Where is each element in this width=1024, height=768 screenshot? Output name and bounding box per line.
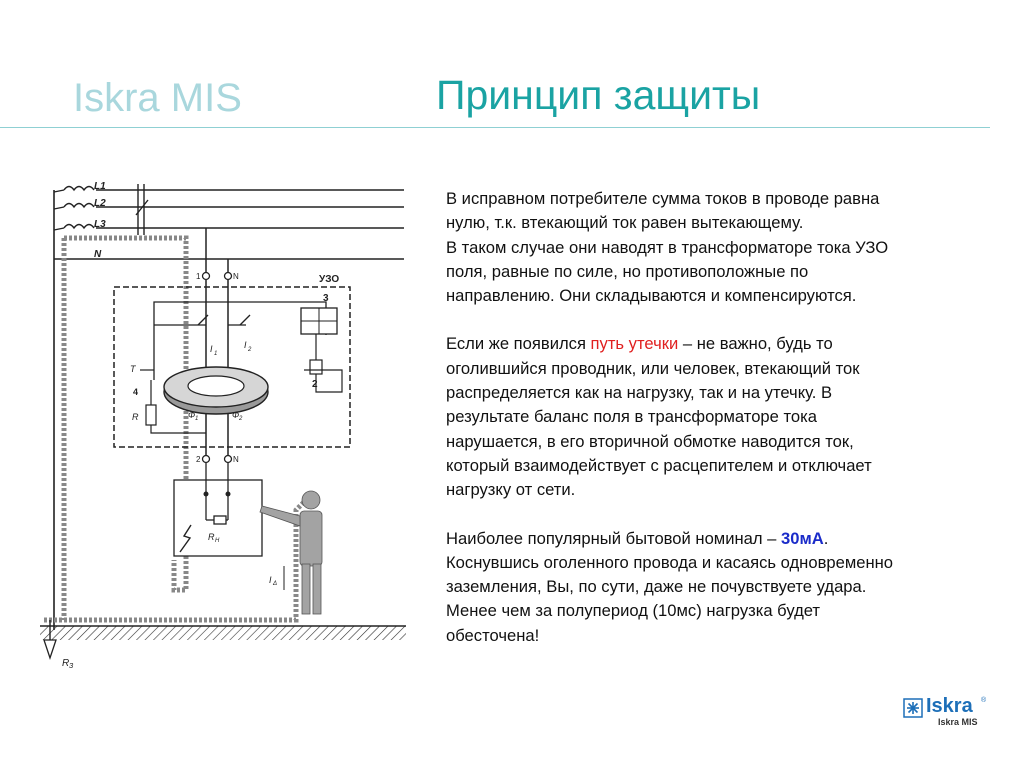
ground-resistor-sub: З [69, 663, 74, 670]
text-line [446, 332, 991, 356]
rcd-circuit-diagram [36, 180, 416, 680]
text-line: В исправном потребителе сумма токов в проводе равна [446, 189, 880, 208]
terminal-1: 1 [196, 272, 201, 281]
flux-1: Ф [188, 410, 196, 420]
flux-2: Ф [232, 410, 240, 420]
load-resistor-label: R [208, 532, 215, 542]
text-line: Менее чем за полупериод (10мс) нагрузка будет [446, 601, 821, 621]
label-l3: L3 [94, 219, 106, 230]
text-line: обесточена! [446, 625, 540, 645]
text-span: Если же появился [446, 334, 591, 354]
current-2-sub: 2 [248, 347, 252, 353]
test-label: T [130, 364, 136, 374]
text-line: направлению. Они складываются и компенсируются. [446, 286, 857, 306]
terminal-n-top: N [233, 272, 239, 281]
terminal-2: 2 [196, 455, 201, 464]
flux-2-sub: 2 [239, 416, 243, 422]
text-line: нагрузку от сети. [446, 480, 576, 500]
leak-current: I [269, 575, 272, 585]
label-l1: L1 [94, 181, 106, 192]
iskra-logo [903, 697, 993, 731]
logo-subtitle: Iskra MIS [938, 717, 978, 727]
text-line [446, 527, 991, 551]
current-1-sub: 1 [214, 351, 218, 357]
test-number: 4 [133, 387, 139, 397]
brand-name: Iskra MIS [73, 76, 242, 120]
text-line: нарушается, в его вторичной обмотке наводится ток, [446, 431, 854, 451]
text-line: оголившийся проводник, или человек, втекающий ток [446, 358, 860, 378]
text-line: Коснувшись оголенного провода и касаясь одновременно [446, 552, 894, 572]
flux-1-sub: 1 [195, 416, 199, 422]
label-n: N [94, 249, 102, 260]
rating-highlight: 30мА [781, 528, 824, 548]
text-span: . [823, 528, 829, 548]
leak-current-sub: Δ [273, 581, 278, 587]
text-line: который взаимодействует с расцепителем и отключает [446, 455, 872, 475]
label-l2: L2 [94, 198, 106, 209]
leak-path-highlight: путь утечки [590, 334, 679, 354]
text-line: нулю, т.к. втекающий ток равен вытекающему. [446, 213, 804, 233]
text-line: распределяется как на нагрузку, так и на утечку. В [446, 383, 833, 403]
text-span: Наиболее популярный бытовой номинал – [446, 528, 782, 548]
relay-number: 2 [312, 379, 318, 390]
logo-registered: ® [981, 697, 987, 704]
text-line: заземления, Вы, по сути, даже не почувствуете удара. [446, 577, 867, 597]
uzo-label: УЗО [319, 274, 340, 285]
text-line: В таком случае они наводят в трансформаторе тока УЗО [446, 237, 889, 257]
uzo-number: 3 [323, 293, 329, 304]
text-line: результате баланс поля в трансформаторе тока [446, 407, 817, 427]
current-1: I [210, 344, 213, 354]
load-resistor-sub: H [215, 538, 220, 544]
logo-name: Iskra [926, 695, 973, 717]
page-title: Принцип защиты [436, 72, 761, 118]
ground-resistor-label: R [62, 658, 70, 669]
text-span: – не важно, будь то [678, 334, 833, 354]
resistor-label: R [132, 412, 139, 422]
title-divider [0, 127, 990, 128]
current-2: I [244, 340, 247, 350]
description-text [446, 187, 991, 648]
terminal-n-bottom: N [233, 455, 239, 464]
text-line: поля, равные по силе, но противоположные по [446, 261, 809, 281]
iskra-logo-icon [903, 698, 923, 718]
